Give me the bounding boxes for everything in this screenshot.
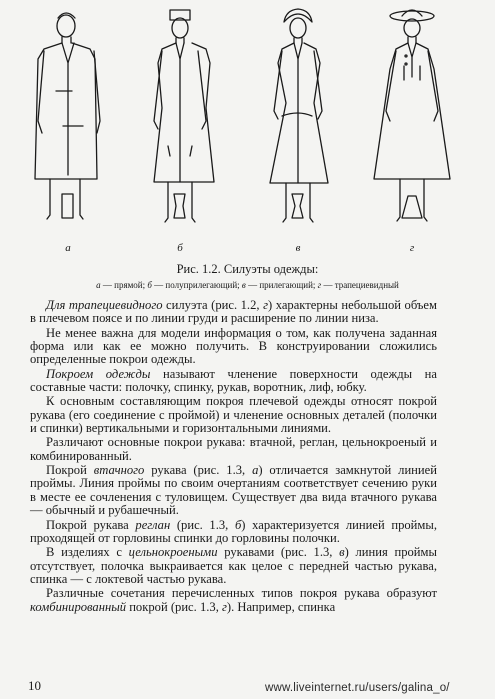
legend-text: — прямой;: [100, 280, 148, 290]
figure-silhouettes: [18, 6, 478, 276]
silhouettes-illustration: [18, 6, 478, 246]
figure-letter-v: в: [295, 242, 301, 254]
legend-letter: в: [241, 280, 246, 290]
paragraph: [30, 327, 437, 367]
text-run: (рис. 1.3,: [170, 517, 235, 532]
paragraph: [30, 368, 437, 395]
emphasized-term: г: [263, 298, 268, 312]
text-run: покрой (рис. 1.3,: [126, 599, 222, 614]
paragraph: [30, 299, 437, 326]
text-run: рукавами (рис. 1.3,: [217, 545, 340, 560]
emphasized-term: реглан: [135, 517, 171, 532]
legend-text: — трапециевидный: [321, 280, 399, 290]
text-run: силуэта (рис. 1.2,: [162, 298, 264, 312]
text-run: Покрой: [46, 463, 94, 478]
text-run: ). Например, спинка: [226, 599, 336, 614]
emphasized-term: Для трапециевидного: [46, 298, 163, 312]
figure-letter-g: г: [409, 242, 415, 254]
page-number: 10: [28, 678, 41, 693]
watermark-url: www.liveinternet.ru/users/galina_o/: [265, 682, 450, 694]
paragraph: [30, 519, 437, 546]
paragraph: [30, 464, 437, 517]
text-run: В изделиях с: [46, 545, 129, 560]
silhouette-trapezoid-coat: [374, 10, 450, 221]
text-run: рукава (рис. 1.3,: [144, 463, 253, 478]
text-run: ) характеризуется линией проймы, проходящей от горловины спинки до горловины полочки.: [30, 517, 437, 545]
legend-text: — прилегающий;: [245, 280, 318, 290]
emphasized-term: комбинированный: [30, 599, 127, 614]
legend-text: — полуприлегающий;: [151, 280, 242, 290]
paragraph: [30, 587, 437, 614]
emphasized-term: г: [222, 599, 227, 614]
silhouette-straight-coat: [35, 13, 100, 219]
figure-legend: [0, 280, 495, 290]
text-run: К основным составляющим покроя плечевой одежды относят покрой рукава (его соединение с проймой) и членение основных деталей (полочки и спинки) вертикальными и горизонтальными линиями.: [30, 394, 437, 436]
paragraph: [30, 546, 437, 586]
text-run: ) характерны небольшой объем в плечевом поясе и по линии груди и расширение по линии низа.: [30, 298, 437, 326]
legend-letter: б: [147, 280, 152, 290]
emphasized-term: в: [339, 545, 345, 560]
figure-letter-b: б: [177, 242, 183, 254]
silhouette-semi-fitted-coat: [154, 10, 214, 222]
silhouette-fitted-coat: [270, 9, 328, 222]
figure-caption: Рис. 1.2. Силуэты одежды:: [176, 262, 319, 276]
emphasized-term: цельнокроеными: [128, 545, 218, 560]
text-run: Не менее важна для модели информация о том, как получена заданная форма или как ее можно получить. В конструировании сложились определенные покрои одежды.: [30, 325, 437, 367]
emphasized-term: б: [234, 517, 242, 532]
legend-letter: а: [96, 280, 101, 290]
text-run: Различают основные покрои рукава: втачной, реглан, цельнокроеный и комбинированный.: [30, 435, 437, 463]
text-run: ) отличается замкнутой линией проймы. Линия проймы по своим очертаниям соответствует сечению руки в месте ее сочленения с туловищем. Существует два вида втачного рукава — обычный и рубашечный.: [30, 463, 437, 518]
legend-letter: г: [317, 280, 322, 290]
figure-letter-a: а: [65, 242, 71, 254]
text-run: Различные сочетания перечисленных типов покроя рукава образуют: [46, 586, 437, 601]
emphasized-term: Покроем одежды: [46, 366, 151, 381]
paragraph: [30, 436, 437, 463]
emphasized-term: втачного: [93, 463, 145, 478]
emphasized-term: а: [252, 463, 259, 478]
text-run: называют членение поверхности одежды на составные части: полочку, спинку, рукав, воротник, лиф, юбку.: [30, 366, 438, 395]
text-run: ) линия проймы отсутствует, полочка выкраивается как целое с передней частью рукава, спинка — с локтевой частью рукава.: [30, 545, 437, 586]
paragraph: [30, 395, 437, 435]
body-text: [30, 299, 437, 614]
text-run: Покрой рукава: [46, 517, 136, 532]
